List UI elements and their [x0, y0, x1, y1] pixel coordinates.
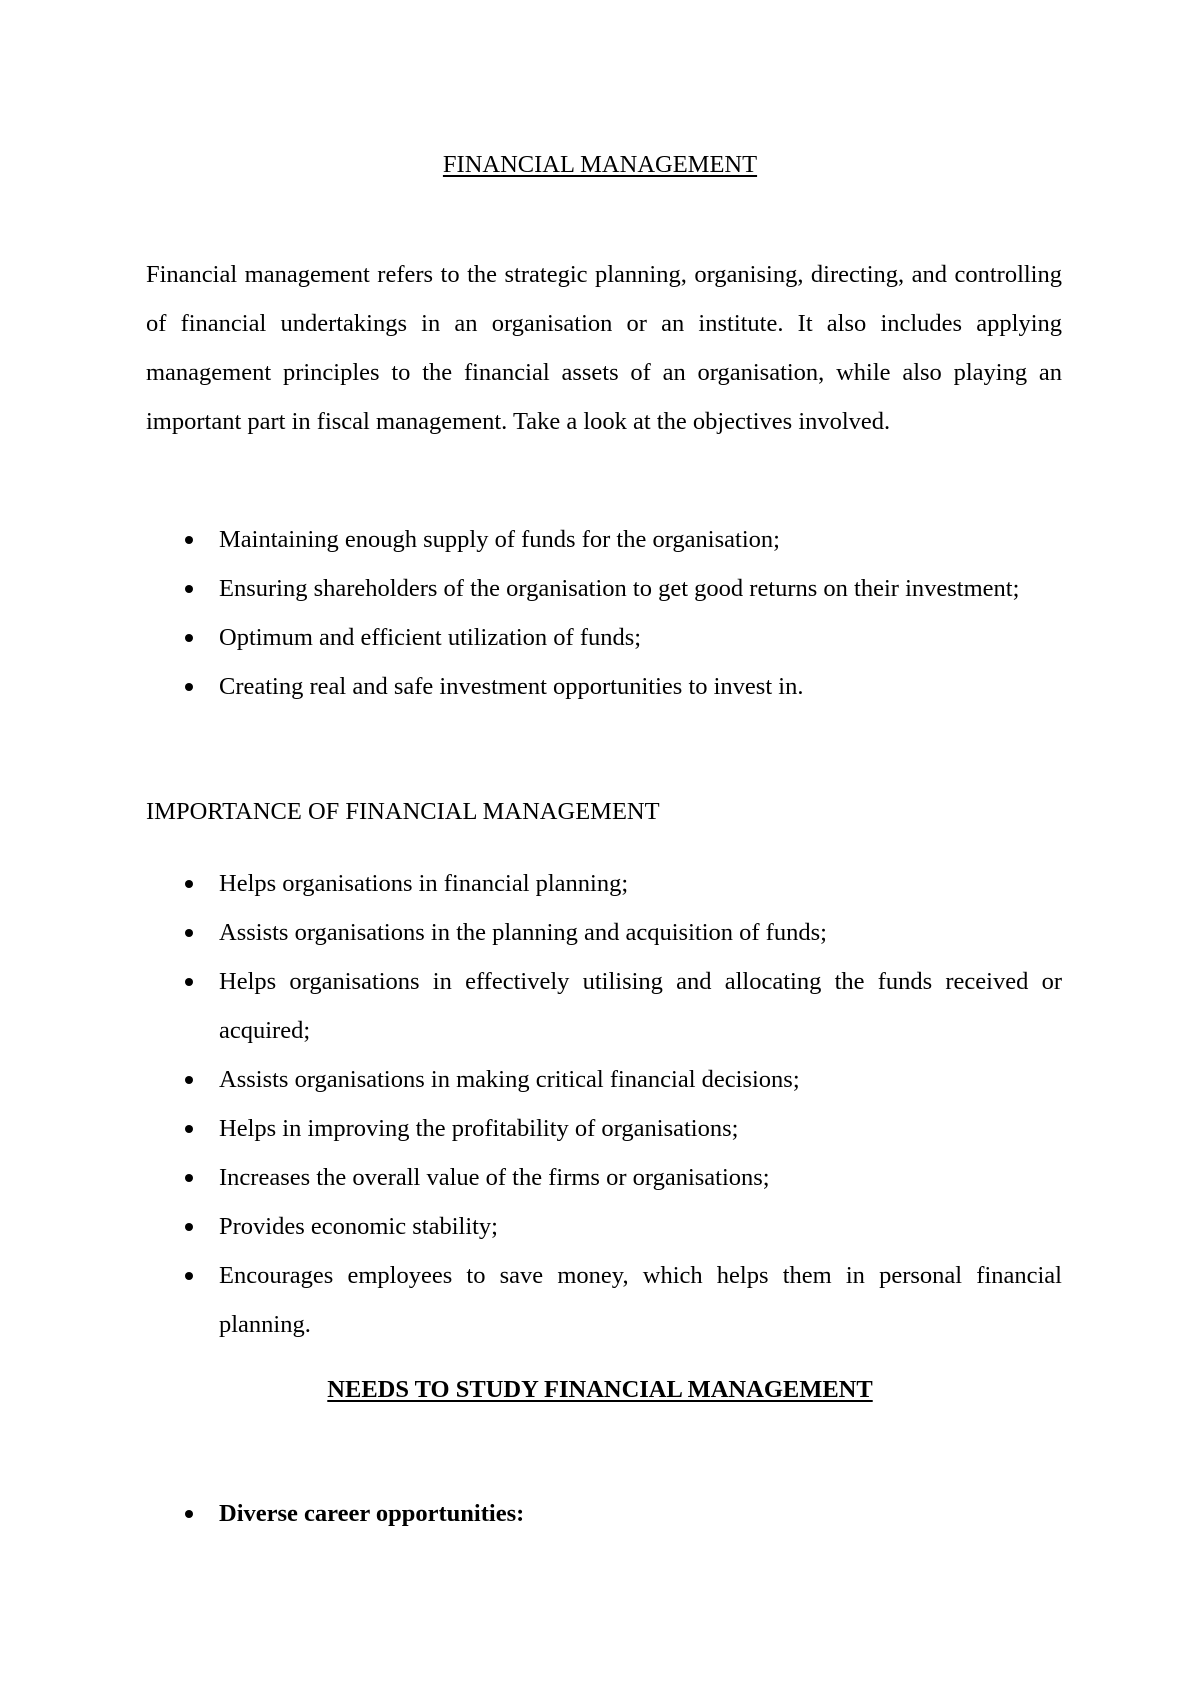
bullet-icon [185, 634, 193, 642]
list-item: Provides economic stability; [146, 1202, 1062, 1251]
list-item: Helps organisations in effectively utilising and allocating the funds received or acquired; [146, 957, 1062, 1055]
list-item: Ensuring shareholders of the organisation to get good returns on their investment; [146, 564, 1062, 613]
list-item: Increases the overall value of the firms or organisations; [146, 1153, 1062, 1202]
bullet-icon [185, 929, 193, 937]
bullet-icon [185, 978, 193, 986]
needs-heading: NEEDS TO STUDY FINANCIAL MANAGEMENT [327, 1376, 873, 1403]
bullet-icon [185, 1125, 193, 1133]
bullet-icon [185, 880, 193, 888]
list-item: Creating real and safe investment opportunities to invest in. [146, 662, 1062, 711]
bullet-icon [185, 1223, 193, 1231]
bullet-icon [185, 585, 193, 593]
objectives-list [146, 515, 1062, 711]
list-item: Diverse career opportunities: [146, 1489, 1062, 1538]
intro-paragraph: Financial management refers to the strategic planning, organising, directing, and controlling of financial undertakings in an organisation or an institute. It also includes applying management principles to the financial assets of an organisation, while also playing an important part in fiscal management. Take a look at the objectives involved. [146, 261, 1062, 435]
list-item: Encourages employees to save money, which helps them in personal financial planning. [146, 1251, 1062, 1349]
list-item: Assists organisations in the planning and acquisition of funds; [146, 908, 1062, 957]
list-item: Maintaining enough supply of funds for the organisation; [146, 515, 1062, 564]
list-item: Optimum and efficient utilization of funds; [146, 613, 1062, 662]
document-title: FINANCIAL MANAGEMENT [442, 151, 758, 178]
bullet-icon [185, 1076, 193, 1084]
needs-list [146, 1489, 1062, 1538]
importance-list [146, 859, 1062, 1349]
list-item: Assists organisations in making critical financial decisions; [146, 1055, 1062, 1104]
list-item: Helps organisations in financial planning; [146, 859, 1062, 908]
bullet-icon [185, 1510, 193, 1518]
bullet-icon [185, 683, 193, 691]
list-item: Helps in improving the profitability of organisations; [146, 1104, 1062, 1153]
bullet-icon [185, 536, 193, 544]
bullet-icon [185, 1174, 193, 1182]
bullet-icon [185, 1272, 193, 1280]
importance-heading: IMPORTANCE OF FINANCIAL MANAGEMENT [146, 798, 660, 825]
